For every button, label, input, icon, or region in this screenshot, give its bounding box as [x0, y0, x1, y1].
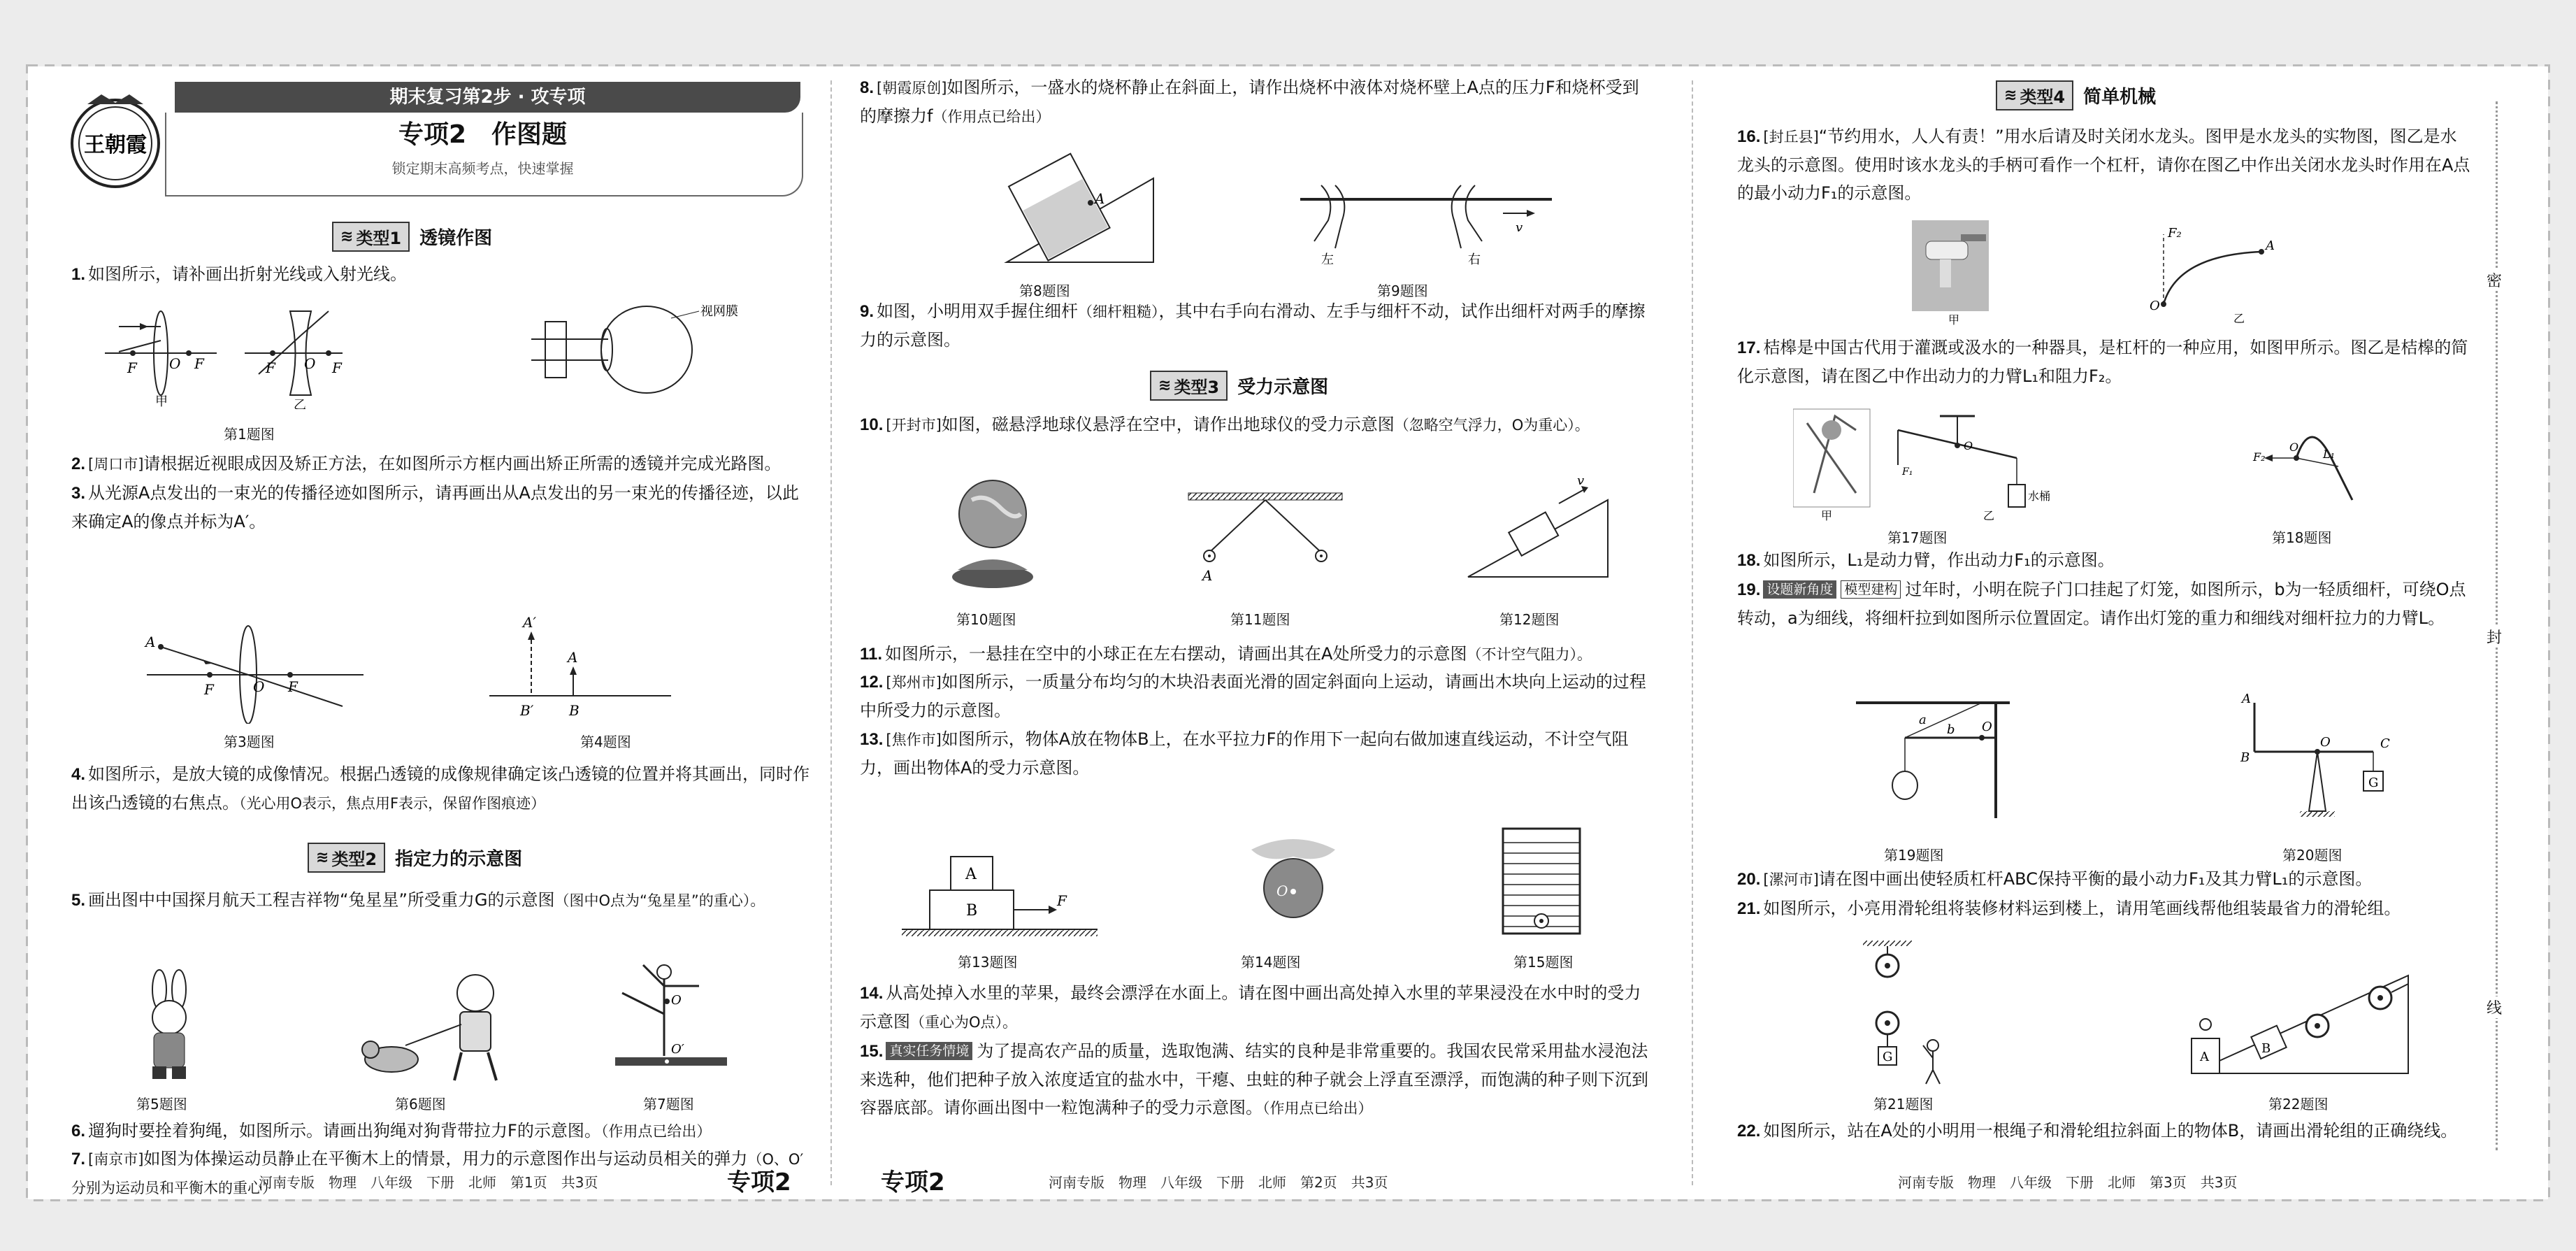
svg-text:甲: 甲: [1948, 313, 1960, 325]
caption-3: 第3题图: [224, 734, 275, 750]
caption-7: 第7题图: [643, 1096, 694, 1113]
svg-text:F: F: [127, 359, 137, 376]
question-12: 12. [郑州市]如图所示，一质量分布均匀的木块沿表面光滑的固定斜面向上运动，请画出木块向上运动的过程中所受力的示意图。: [860, 672, 1646, 720]
figure-15-seed-container: [1496, 822, 1587, 941]
svg-text:视网膜: 视网膜: [700, 304, 738, 319]
question-10: 10. [开封市]如图，磁悬浮地球仪悬浮在空中，请作出地球仪的受力示意图（忽略空气浮力，O为重心）。: [860, 415, 1590, 434]
svg-text:O: O: [304, 355, 316, 372]
type-4-heading: ≋ 类型4 简单机械: [1996, 80, 2156, 110]
question-17: 17. 桔槔是中国古代用于灌溉或汲水的一种器具，是杠杆的一种应用，如图甲所示。图乙是桔槔的简化示意图，请在图乙中作出动力的力臂L₁和阻力F₂。: [1737, 338, 2468, 386]
header-banner: 期末复习第2步 · 攻专项: [175, 82, 800, 113]
svg-text:A: A: [1202, 567, 1213, 584]
question-5: 5. 画出图中中国探月航天工程吉祥物“兔星星”所受重力G的示意图（图中O点为“兔星星”的重心）。: [71, 890, 765, 910]
svg-text:G: G: [2368, 775, 2379, 790]
svg-text:F: F: [194, 355, 204, 372]
type-3-heading: ≋ 类型3 受力示意图: [1150, 371, 1328, 401]
question-2: 2. [周口市]请根据近视眼成因及矫正方法，在如图所示方框内画出矫正所需的透镜并完成光路图。: [71, 454, 782, 473]
caption-9: 第9题图: [1377, 283, 1428, 299]
caption-17: 第17题图: [1887, 529, 1948, 546]
figure-9-hands-rod: [1293, 157, 1559, 269]
svg-text:A: A: [568, 649, 578, 666]
question-11: 11. 如图所示，一悬挂在空中的小球正在左右摆动，请画出其在A处所受力的示意图（不计空气阻力）。: [860, 644, 1592, 664]
figure-12-block-slope: [1461, 472, 1615, 584]
svg-text:C: C: [2380, 736, 2390, 751]
figure-21-pulley: [1856, 941, 1954, 1087]
caption-18: 第18题图: [2272, 529, 2332, 546]
caption-11: 第11题图: [1230, 611, 1290, 628]
footer-page-2: 河南专版 物理 八年级 下册 北师 第2页 共3页: [1049, 1174, 1388, 1191]
svg-text:F₂: F₂: [2253, 450, 2266, 464]
seal-text-3: 线: [2487, 996, 2502, 1018]
svg-text:A: A: [2200, 1050, 2209, 1064]
question-8: 8. [朝霞原创]如图所示，一盛水的烧杯静止在斜面上，请作出烧杯中液体对烧杯壁上A点的压力F和烧杯受到的摩擦力f（作用点已给出）: [860, 78, 1639, 126]
svg-text:B: B: [2240, 750, 2250, 765]
logo-text: 王朝霞: [84, 133, 147, 157]
svg-text:v: v: [1516, 220, 1523, 235]
svg-text:a: a: [1919, 713, 1927, 727]
figure-22-slope-pulleys: [2185, 948, 2415, 1087]
page-title: 专项2 作图题: [398, 120, 568, 149]
caption-21: 第21题图: [1873, 1096, 1934, 1113]
caption-12: 第12题图: [1499, 611, 1560, 628]
question-20: 20. [漯河市]请在图中画出使轻质杠杆ABC保持平衡的最小动力F₁及其力臂L₁的示意图。: [1737, 869, 2373, 889]
svg-text:A: A: [145, 634, 156, 650]
question-14: 14. 从高处掉入水里的苹果，最终会漂浮在水面上。请在图中画出高处掉入水里的苹果浸没在水中时的受力示意图（重心为O点）。: [860, 983, 1641, 1031]
caption-4: 第4题图: [580, 734, 631, 750]
question-4: 4. 如图所示，是放大镜的成像情况。根据凸透镜的成像规律确定该凸透镜的位置并将其画出，同时作出该凸透镜的右焦点。（光心用O表示，焦点用F表示，保留作图痕迹）: [71, 764, 810, 813]
svg-text:O: O: [1982, 720, 1992, 734]
svg-text:O: O: [253, 678, 265, 695]
question-3: 3. 从光源A点发出的一束光的传播径迹如图所示，请再画出从A点发出的另一束光的传播径迹，以此来确定A的像点并标为A′。: [71, 483, 799, 531]
svg-text:A: A: [1095, 190, 1105, 207]
question-9: 9. 如图，小明用双手握住细杆（细杆粗糙），其中右手向右滑动、左手与细杆不动，试作出细杆对两手的摩擦力的示意图。: [860, 301, 1646, 350]
question-21: 21. 如图所示，小亮用滑轮组将装修材料运到楼上，请用笔画线帮他组装最省力的滑轮组。: [1737, 899, 2401, 918]
svg-text:B: B: [569, 702, 580, 719]
svg-text:O: O: [169, 355, 181, 372]
svg-text:A′: A′: [523, 614, 536, 631]
svg-text:A: A: [2242, 692, 2251, 706]
type-1-heading: ≋ 类型1 透镜作图: [332, 222, 492, 252]
divider-1: [830, 80, 832, 1185]
figure-16-lever-diagram: [2136, 220, 2317, 325]
divider-2: [1692, 80, 1693, 1185]
svg-text:A: A: [965, 866, 977, 883]
svg-text:v: v: [1577, 473, 1585, 488]
svg-text:O: O: [2150, 299, 2160, 313]
svg-text:F: F: [266, 359, 275, 376]
figure-11-pendulum: [1181, 486, 1349, 591]
figure-8-beaker-slope: [1000, 136, 1160, 269]
svg-text:水桶: 水桶: [2028, 489, 2051, 503]
question-7: 7. [南京市]如图为体操运动员静止在平衡木上的情景，用力的示意图作出与运动员相关的弹力（O、O′分别为运动员和平衡木的重心）: [71, 1149, 804, 1196]
svg-text:G: G: [1883, 1050, 1893, 1064]
svg-text:甲: 甲: [155, 394, 168, 409]
svg-text:F₁: F₁: [1902, 466, 1913, 478]
question-15: 15. 真实任务情境 为了提高农产品的质量，选取饱满、结实的良种是非常重要的。我国农民常采用盐水浸泡法来选种，他们把种子放入浓度适宜的盐水中，干瘪、虫蛀的种子就会上浮直至漂浮，而饱满的种子则下沉到容器底部。请你画出图中一粒饱满种子的受力示意图。（作用点已给出）: [860, 1041, 1648, 1117]
caption-6: 第6题图: [395, 1096, 446, 1113]
question-1: 1. 如图所示，请补画出折射光线或入射光线。: [71, 264, 408, 284]
caption-13: 第13题图: [958, 954, 1018, 971]
question-19: 19. 设题新角度 模型建构 过年时，小明在院子门口挂起了灯笼，如图所示，b为一轻质细杆，可绕O点转动，a为细线，将细杆拉到如图所示位置固定。请作出灯笼的重力和细线对细杆拉力的力臂L。: [1737, 580, 2466, 628]
figure-1-lenses: [91, 297, 357, 409]
svg-text:F: F: [332, 359, 342, 376]
column-2: [832, 66, 1667, 1199]
figure-20-abc-lever: [2233, 689, 2415, 822]
svg-text:F: F: [1057, 892, 1067, 909]
caption-20: 第20题图: [2282, 847, 2343, 864]
svg-text:乙: 乙: [2233, 312, 2245, 325]
type-2-heading: ≋ 类型2 指定力的示意图: [308, 843, 522, 873]
svg-text:F: F: [204, 681, 214, 698]
figure-2-eye: [531, 297, 741, 409]
page-subtitle: 锁定期末高频考点，快速掌握: [391, 160, 574, 177]
svg-text:O: O: [2320, 735, 2331, 750]
figure-3-lens-ray: [133, 619, 384, 724]
svg-text:O: O: [2289, 441, 2299, 454]
seal-text-2: 封: [2487, 626, 2502, 648]
question-13: 13. [焦作市]如图所示，物体A放在物体B上，在水平拉力F的作用下一起向右做加速直线运动，不计空气阻力，画出物体A的受力示意图。: [860, 729, 1629, 778]
figure-14-apple-water: [1223, 822, 1363, 934]
svg-text:左: 左: [1321, 252, 1334, 267]
figure-10-maglev-globe: [937, 472, 1049, 598]
svg-text:F: F: [288, 678, 298, 695]
caption-10: 第10题图: [956, 611, 1016, 628]
svg-text:A: A: [2266, 238, 2275, 253]
footer-page-3: 河南专版 物理 八年级 下册 北师 第3页 共3页: [1898, 1174, 2238, 1191]
question-16: 16. [封丘县]“节约用水，人人有责！”用水后请及时关闭水龙头。图甲是水龙头的实物图，图乙是水龙头的示意图。使用时该水龙头的手柄可看作一个杠杆，请你在图乙中作出关闭水龙头时作用在A点的最小动力F₁的示意图。: [1737, 127, 2470, 203]
figure-18-curved-lever: [2247, 416, 2401, 514]
svg-text:O: O: [1276, 882, 1288, 899]
figure-13-stacked-blocks: [895, 836, 1104, 948]
svg-text:右: 右: [1468, 252, 1481, 267]
figure-19-lantern: [1842, 696, 2024, 822]
caption-15: 第15题图: [1513, 954, 1574, 971]
worksheet: [28, 66, 2548, 1199]
seal-text-1: 密: [2487, 269, 2502, 291]
question-18: 18. 如图所示，L₁是动力臂，作出动力F₁的示意图。: [1737, 550, 2115, 570]
figure-6-dog-walk: [357, 968, 524, 1087]
figure-16-faucet-photo: [1912, 220, 1989, 325]
caption-1: 第1题图: [224, 426, 275, 443]
svg-text:乙: 乙: [1983, 509, 1995, 521]
caption-5: 第5题图: [136, 1096, 187, 1113]
question-22: 22. 如图所示，站在A处的小明用一根绳子和滑轮组拉斜面上的物体B，请画出滑轮组的正确绕线。: [1737, 1121, 2458, 1141]
footer-page-1: 河南专版 物理 八年级 下册 北师 第1页 共3页: [259, 1174, 598, 1191]
footer-section-2: 专项2: [881, 1168, 945, 1196]
figure-7-gymnast: [608, 958, 734, 1084]
figure-17-well-sweep: [1793, 402, 2101, 521]
svg-text:L₁: L₁: [2323, 448, 2336, 461]
svg-text:乙: 乙: [294, 398, 306, 409]
svg-text:B: B: [966, 902, 978, 920]
svg-text:O′: O′: [671, 1042, 684, 1057]
question-6: 6. 遛狗时要拴着狗绳，如图所示。请画出狗绳对狗背带拉力F的示意图。（作用点已给出）: [71, 1121, 712, 1141]
caption-22: 第22题图: [2268, 1096, 2329, 1113]
svg-text:O: O: [671, 993, 682, 1008]
caption-19: 第19题图: [1884, 847, 1944, 864]
svg-text:B′: B′: [520, 702, 534, 719]
figure-4-magnifier: [489, 612, 671, 724]
svg-text:F₂: F₂: [2168, 226, 2182, 241]
footer-section-1: 专项2: [727, 1168, 791, 1196]
svg-text:b: b: [1947, 722, 1955, 737]
logo-seal-icon: [66, 89, 164, 194]
column-3: [1702, 66, 2503, 1199]
figure-5-rabbit: [126, 968, 217, 1087]
svg-text:甲: 甲: [1821, 509, 1833, 521]
svg-text:B: B: [2261, 1041, 2271, 1056]
caption-14: 第14题图: [1241, 954, 1301, 971]
column-1: [28, 66, 828, 1199]
svg-text:O: O: [1964, 439, 1973, 452]
caption-8: 第8题图: [1019, 283, 1070, 299]
